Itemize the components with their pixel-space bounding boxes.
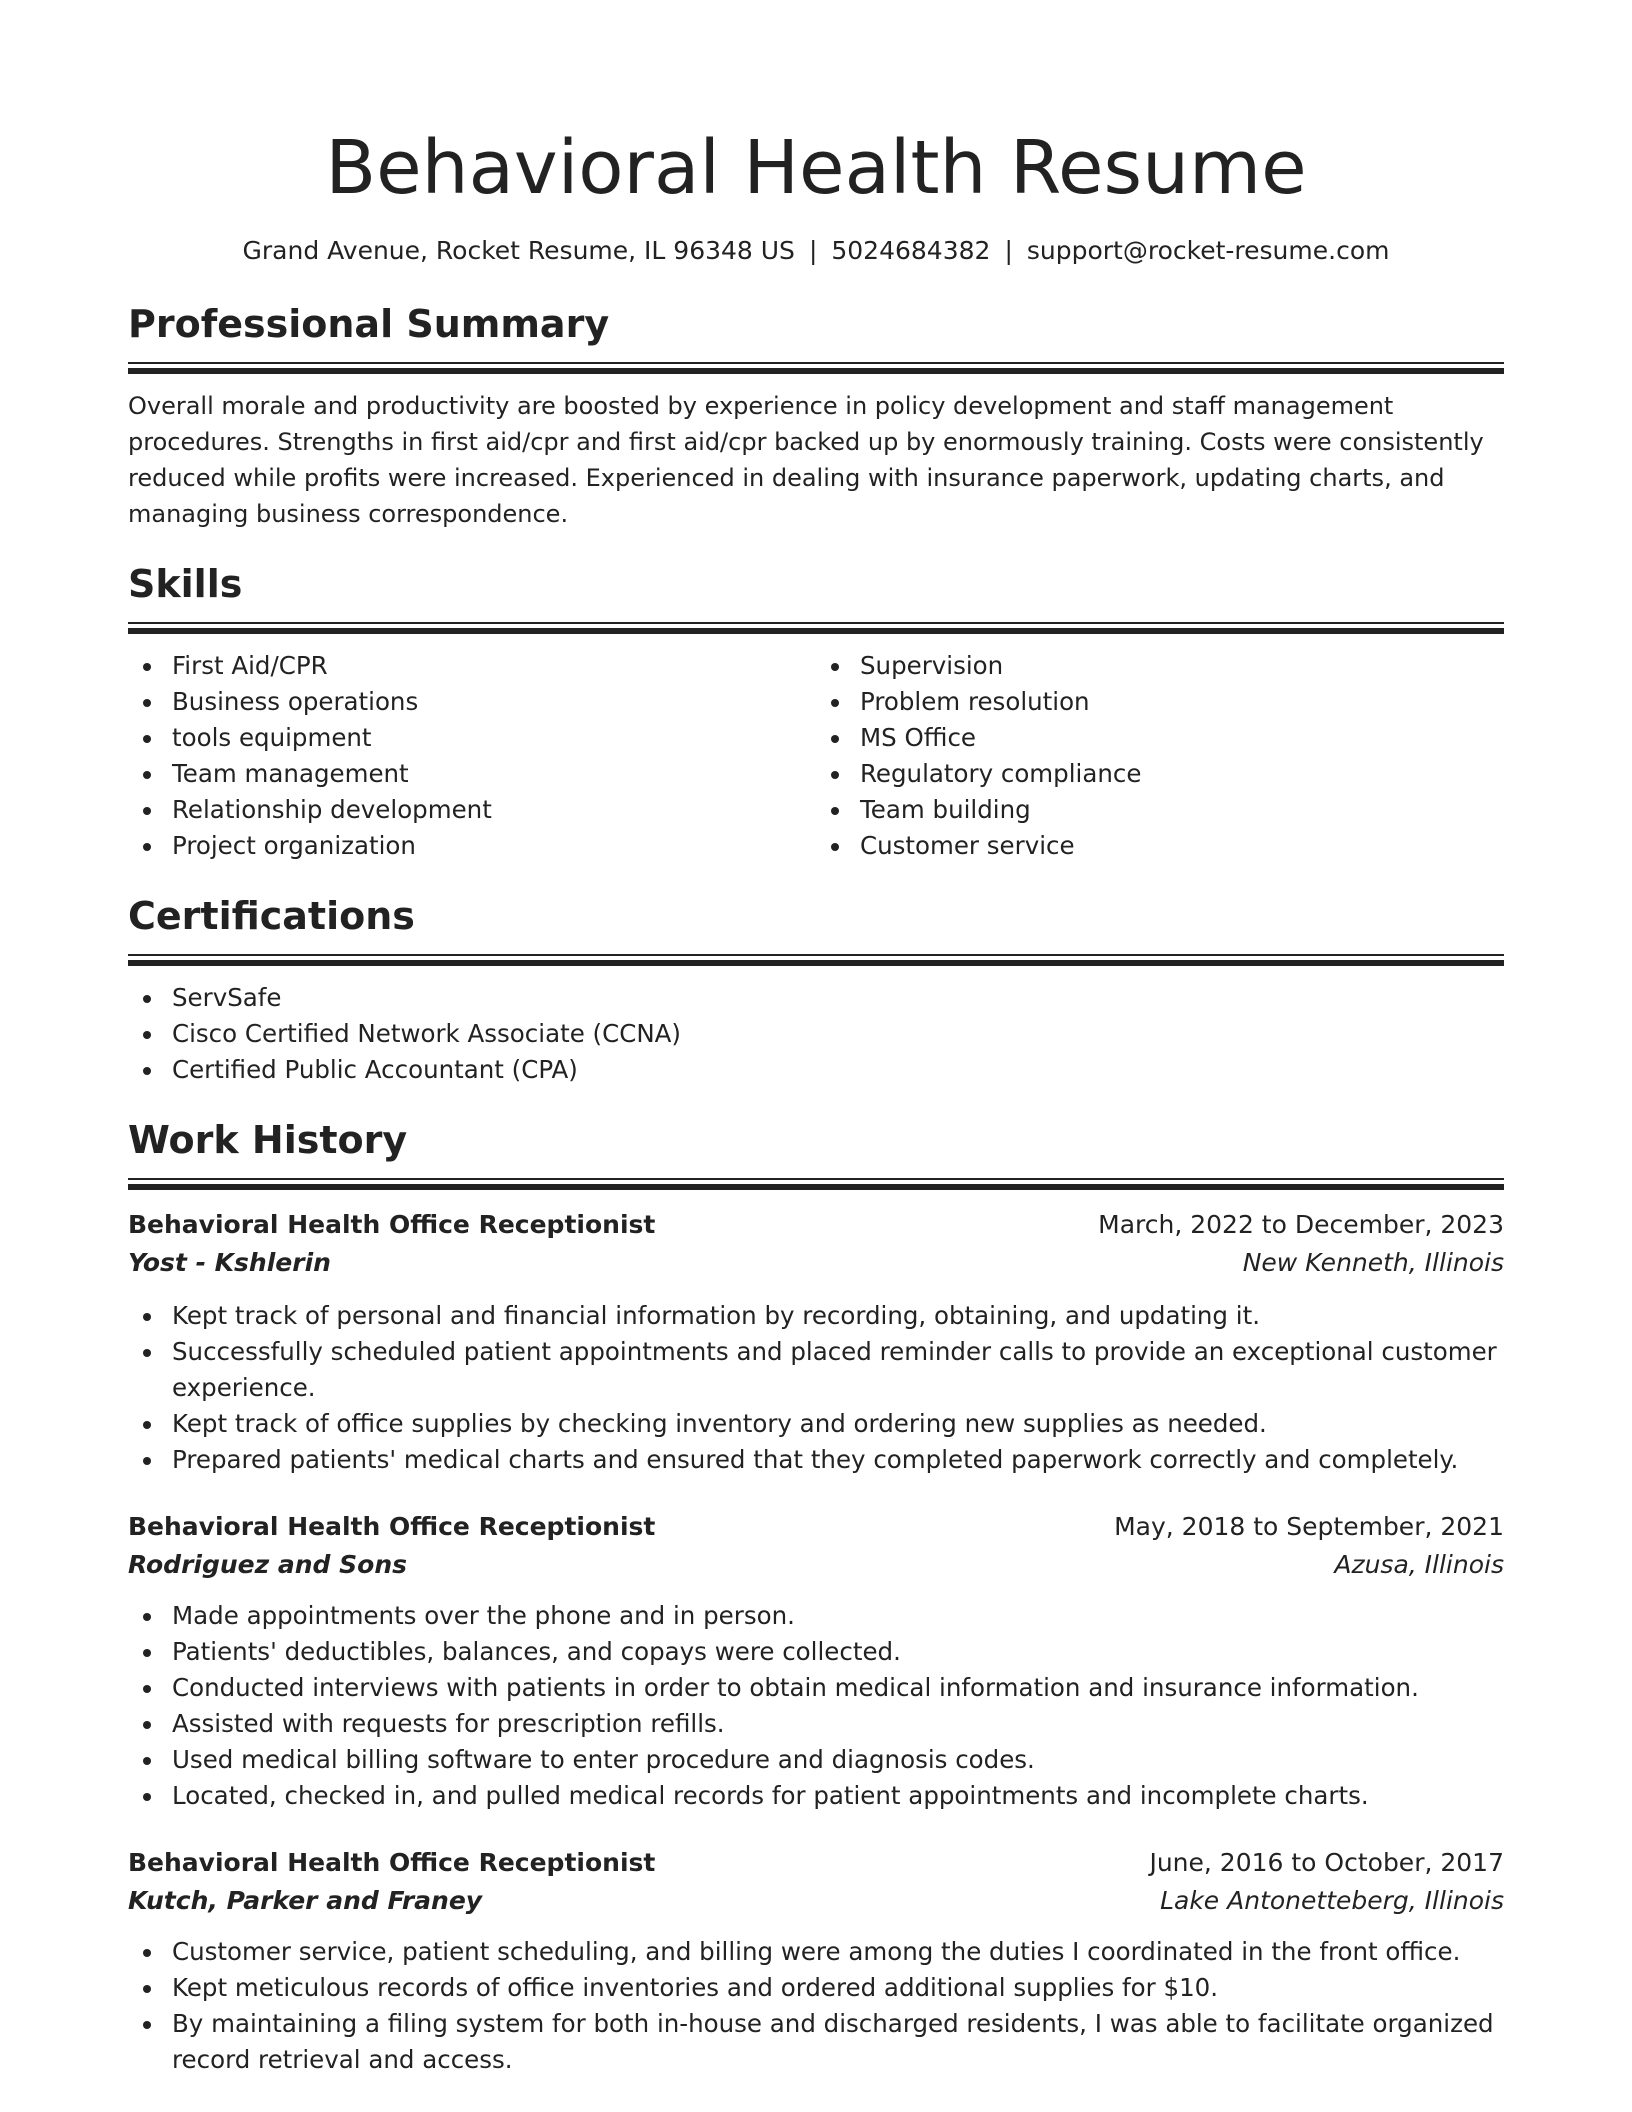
skill-item: Team management bbox=[128, 756, 816, 792]
skills-list-left bbox=[128, 648, 816, 864]
summary-text: Overall morale and productivity are boosted by experience in policy development and staff management procedures. Strengths in first aid/cpr and first aid/cpr backed up by enormously training. Costs were consistently reduced while profits were increased. Experienced in dealing with insurance paperwork, updating charts, and managing business correspondence. bbox=[128, 392, 1484, 528]
job-location: Lake Antonetteberg, Illinois bbox=[1160, 1886, 1504, 1915]
skills-section bbox=[128, 560, 1504, 864]
skill-item: Supervision bbox=[816, 648, 1504, 684]
job-location: New Kenneth, Illinois bbox=[1242, 1248, 1504, 1277]
job-duty: Assisted with requests for prescription refills. bbox=[128, 1706, 1504, 1742]
skills-list-right bbox=[816, 648, 1504, 864]
certification-item: ServSafe bbox=[128, 980, 1504, 1016]
job-duty: Kept meticulous records of office inventories and ordered additional supplies for $10. bbox=[128, 1970, 1504, 2006]
skill-item: First Aid/CPR bbox=[128, 648, 816, 684]
job-title: Behavioral Health Office Receptionist bbox=[128, 1210, 656, 1239]
job-duties-list bbox=[128, 1298, 1504, 1478]
job-header bbox=[128, 1206, 1504, 1244]
job-title: Behavioral Health Office Receptionist bbox=[128, 1848, 656, 1877]
contact-email: support@rocket-resume.com bbox=[1026, 236, 1390, 265]
work-history-section bbox=[128, 1116, 1504, 2078]
job-company: Rodriguez and Sons bbox=[128, 1550, 408, 1579]
skill-item: Project organization bbox=[128, 828, 816, 864]
job-entry bbox=[128, 1508, 1504, 1814]
job-company: Kutch, Parker and Franey bbox=[128, 1886, 483, 1915]
contact-phone: 5024684382 bbox=[831, 236, 991, 265]
skill-item: Business operations bbox=[128, 684, 816, 720]
job-duty: Customer service, patient scheduling, and billing were among the duties I coordinated in the front office. bbox=[128, 1934, 1504, 1970]
section-divider bbox=[128, 622, 1504, 634]
job-title: Behavioral Health Office Receptionist bbox=[128, 1512, 656, 1541]
certification-item: Certified Public Accountant (CPA) bbox=[128, 1052, 1504, 1088]
job-dates: May, 2018 to September, 2021 bbox=[1114, 1512, 1504, 1541]
skill-item: Customer service bbox=[816, 828, 1504, 864]
job-duty: Prepared patients' medical charts and ensured that they completed paperwork correctly and completely. bbox=[128, 1442, 1504, 1478]
skill-item: Relationship development bbox=[128, 792, 816, 828]
certification-item: Cisco Certified Network Associate (CCNA) bbox=[128, 1016, 1504, 1052]
job-duties-list bbox=[128, 1598, 1504, 1814]
contact-address: Grand Avenue, Rocket Resume, IL 96348 US bbox=[242, 236, 795, 265]
contact-separator: | bbox=[808, 236, 818, 265]
job-duty: Kept track of office supplies by checking inventory and ordering new supplies as needed. bbox=[128, 1406, 1504, 1442]
job-header bbox=[128, 1508, 1504, 1546]
job-subheader bbox=[128, 1546, 1504, 1584]
job-subheader bbox=[128, 1244, 1504, 1282]
job-duties-list bbox=[128, 1934, 1504, 2078]
section-divider bbox=[128, 1178, 1504, 1190]
job-duty: Located, checked in, and pulled medical records for patient appointments and incomplete charts. bbox=[128, 1778, 1504, 1814]
skill-item: tools equipment bbox=[128, 720, 816, 756]
job-header bbox=[128, 1844, 1504, 1882]
section-title-skills: Skills bbox=[128, 562, 243, 606]
section-divider bbox=[128, 954, 1504, 966]
skills-grid bbox=[128, 648, 1504, 864]
section-title-work-history: Work History bbox=[128, 1118, 408, 1162]
skill-item: Team building bbox=[816, 792, 1504, 828]
certifications-section bbox=[128, 892, 1504, 1088]
job-duty: Conducted interviews with patients in order to obtain medical information and insurance information. bbox=[128, 1670, 1504, 1706]
job-duty: Kept track of personal and financial information by recording, obtaining, and updating it. bbox=[128, 1298, 1504, 1334]
job-duty: By maintaining a filing system for both in-house and discharged residents, I was able to facilitate organized record retrieval and access. bbox=[128, 2006, 1504, 2078]
section-title-certifications: Certifications bbox=[128, 894, 415, 938]
resume-name: Behavioral Health Resume bbox=[325, 125, 1307, 211]
contact-line bbox=[128, 234, 1504, 268]
job-subheader bbox=[128, 1882, 1504, 1920]
certifications-list bbox=[128, 980, 1504, 1088]
job-company: Yost - Kshlerin bbox=[128, 1248, 331, 1277]
job-dates: March, 2022 to December, 2023 bbox=[1098, 1210, 1504, 1239]
skill-item: Regulatory compliance bbox=[816, 756, 1504, 792]
job-duty: Used medical billing software to enter procedure and diagnosis codes. bbox=[128, 1742, 1504, 1778]
job-duty: Patients' deductibles, balances, and copays were collected. bbox=[128, 1634, 1504, 1670]
summary-section bbox=[128, 300, 1504, 532]
job-entry bbox=[128, 1206, 1504, 1478]
job-duty: Made appointments over the phone and in person. bbox=[128, 1598, 1504, 1634]
section-divider bbox=[128, 362, 1504, 374]
job-location: Azusa, Illinois bbox=[1334, 1550, 1504, 1579]
skill-item: MS Office bbox=[816, 720, 1504, 756]
job-duty: Successfully scheduled patient appointments and placed reminder calls to provide an exceptional customer experience. bbox=[128, 1334, 1504, 1406]
section-title-summary: Professional Summary bbox=[128, 302, 610, 346]
contact-separator: | bbox=[1004, 236, 1013, 265]
job-entry bbox=[128, 1844, 1504, 2078]
skill-item: Problem resolution bbox=[816, 684, 1504, 720]
job-dates: June, 2016 to October, 2017 bbox=[1149, 1848, 1504, 1877]
